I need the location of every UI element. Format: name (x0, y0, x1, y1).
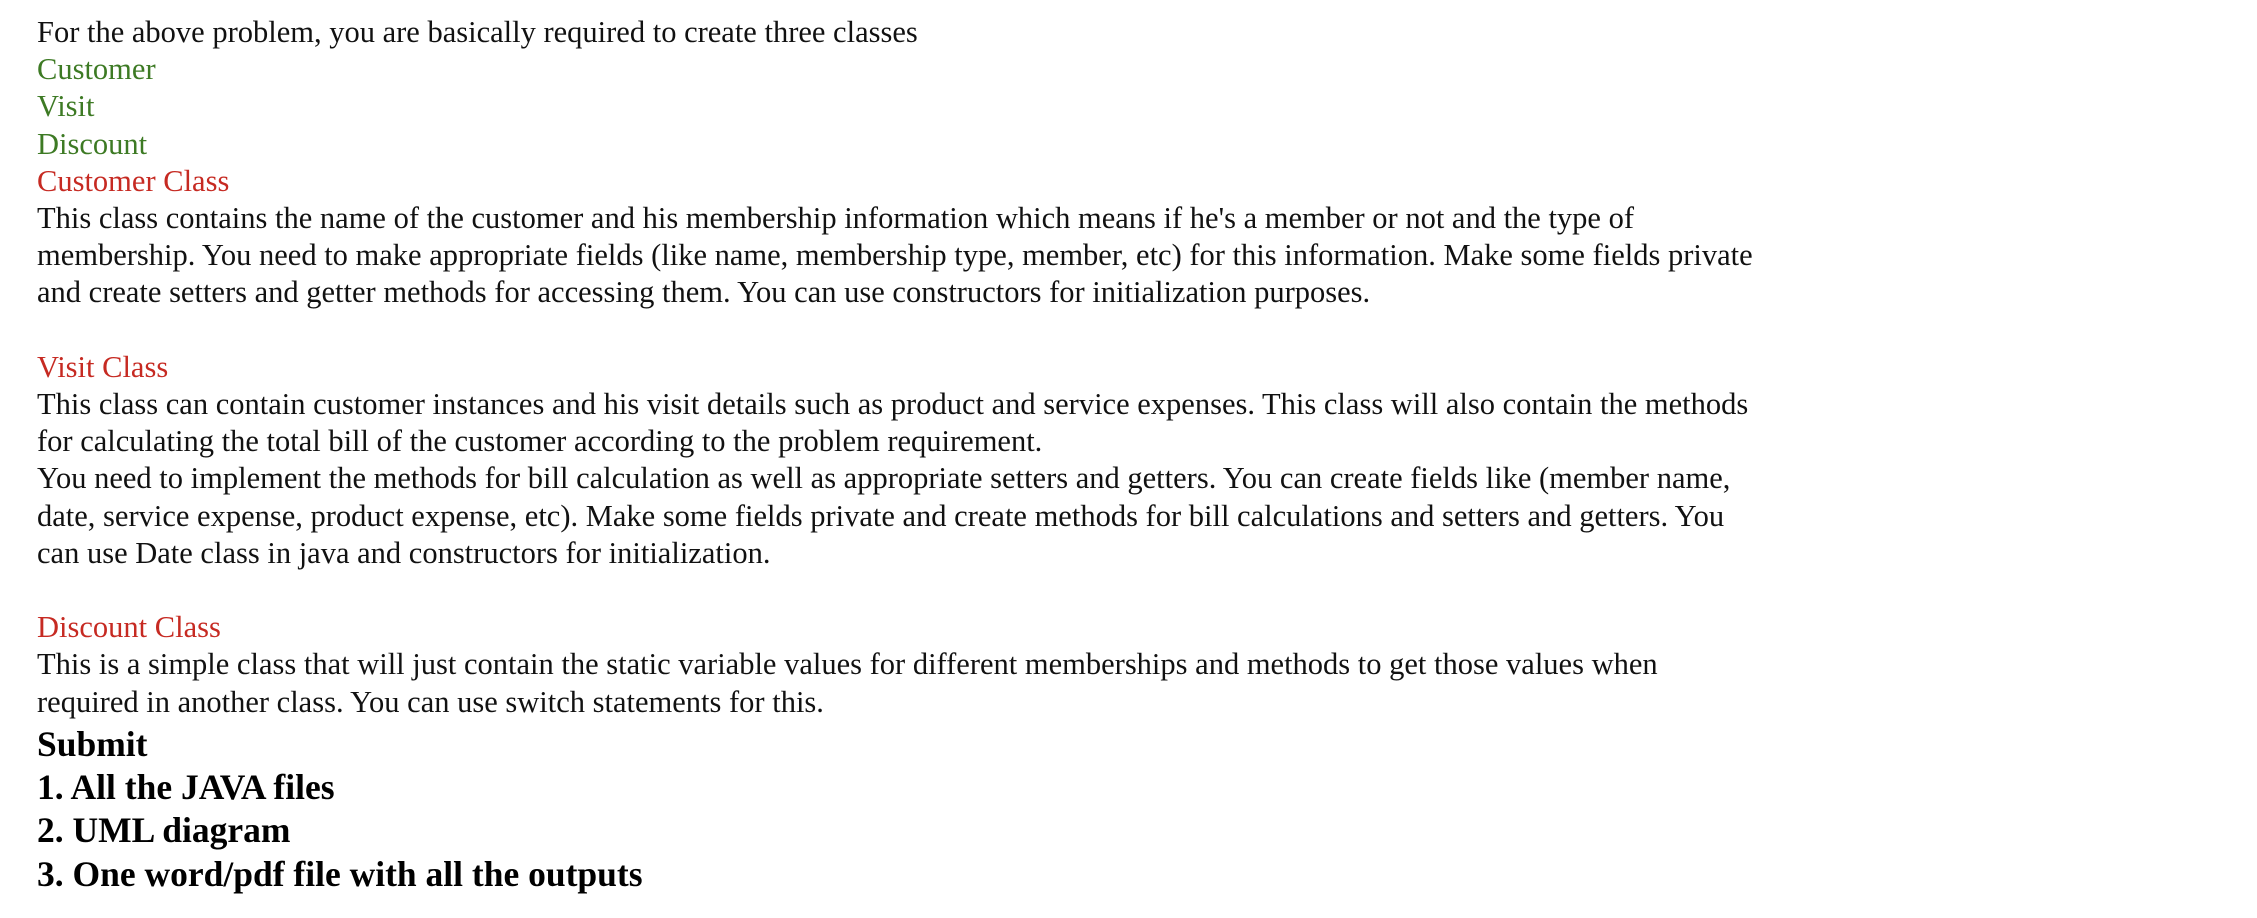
submit-item-uml-diagram: 2. UML diagram (37, 810, 291, 851)
class-list-item-discount: Discount (37, 126, 148, 161)
visit-class-text-line: You need to implement the methods for bill calculation as well as appropriate setters and getters. You can create fields like (member name, (37, 461, 1731, 496)
submit-item-outputs-file: 3. One word/pdf file with all the outputs (37, 853, 643, 894)
customer-class-section (37, 163, 1857, 312)
discount-class-text-line: required in another class. You can use switch statements for this. (37, 684, 824, 719)
customer-class-text-line: membership. You need to make appropriate fields (like name, membership type, member, etc) for this information. Make some fields private (37, 238, 1753, 273)
customer-class-text-line: This class contains the name of the customer and his membership information which means if he's a member or not and the type of (37, 201, 1635, 236)
class-list-item-visit: Visit (37, 89, 95, 124)
submit-heading: Submit (37, 723, 148, 764)
visit-class-section (37, 349, 1857, 572)
document-body (37, 14, 1857, 896)
class-list-item-customer: Customer (37, 52, 156, 87)
spacer (37, 312, 1857, 349)
submit-item-java-files: 1. All the JAVA files (37, 767, 335, 808)
submit-section (37, 723, 1857, 896)
discount-class-text-line: This is a simple class that will just contain the static variable values for different memberships and methods to get those values when (37, 647, 1658, 682)
discount-class-heading: Discount Class (37, 610, 221, 645)
visit-class-heading: Visit Class (37, 349, 169, 384)
customer-class-heading: Customer Class (37, 163, 230, 198)
visit-class-text-line: can use Date class in java and constructors for initialization. (37, 535, 771, 570)
visit-class-text-line: date, service expense, product expense, etc). Make some fields private and create methods for bill calculations and setters and getters. You (37, 498, 1725, 533)
intro-text: For the above problem, you are basically required to create three classes (37, 15, 918, 49)
visit-class-text-line: for calculating the total bill of the customer according to the problem requirement. (37, 424, 1043, 459)
discount-class-section (37, 609, 1857, 721)
visit-class-text-line: This class can contain customer instances and his visit details such as product and service expenses. This class will also contain the methods (37, 387, 1749, 422)
spacer (37, 572, 1857, 609)
class-list (37, 51, 1857, 163)
customer-class-text-line: and create setters and getter methods for accessing them. You can use constructors for initialization purposes. (37, 275, 1371, 310)
